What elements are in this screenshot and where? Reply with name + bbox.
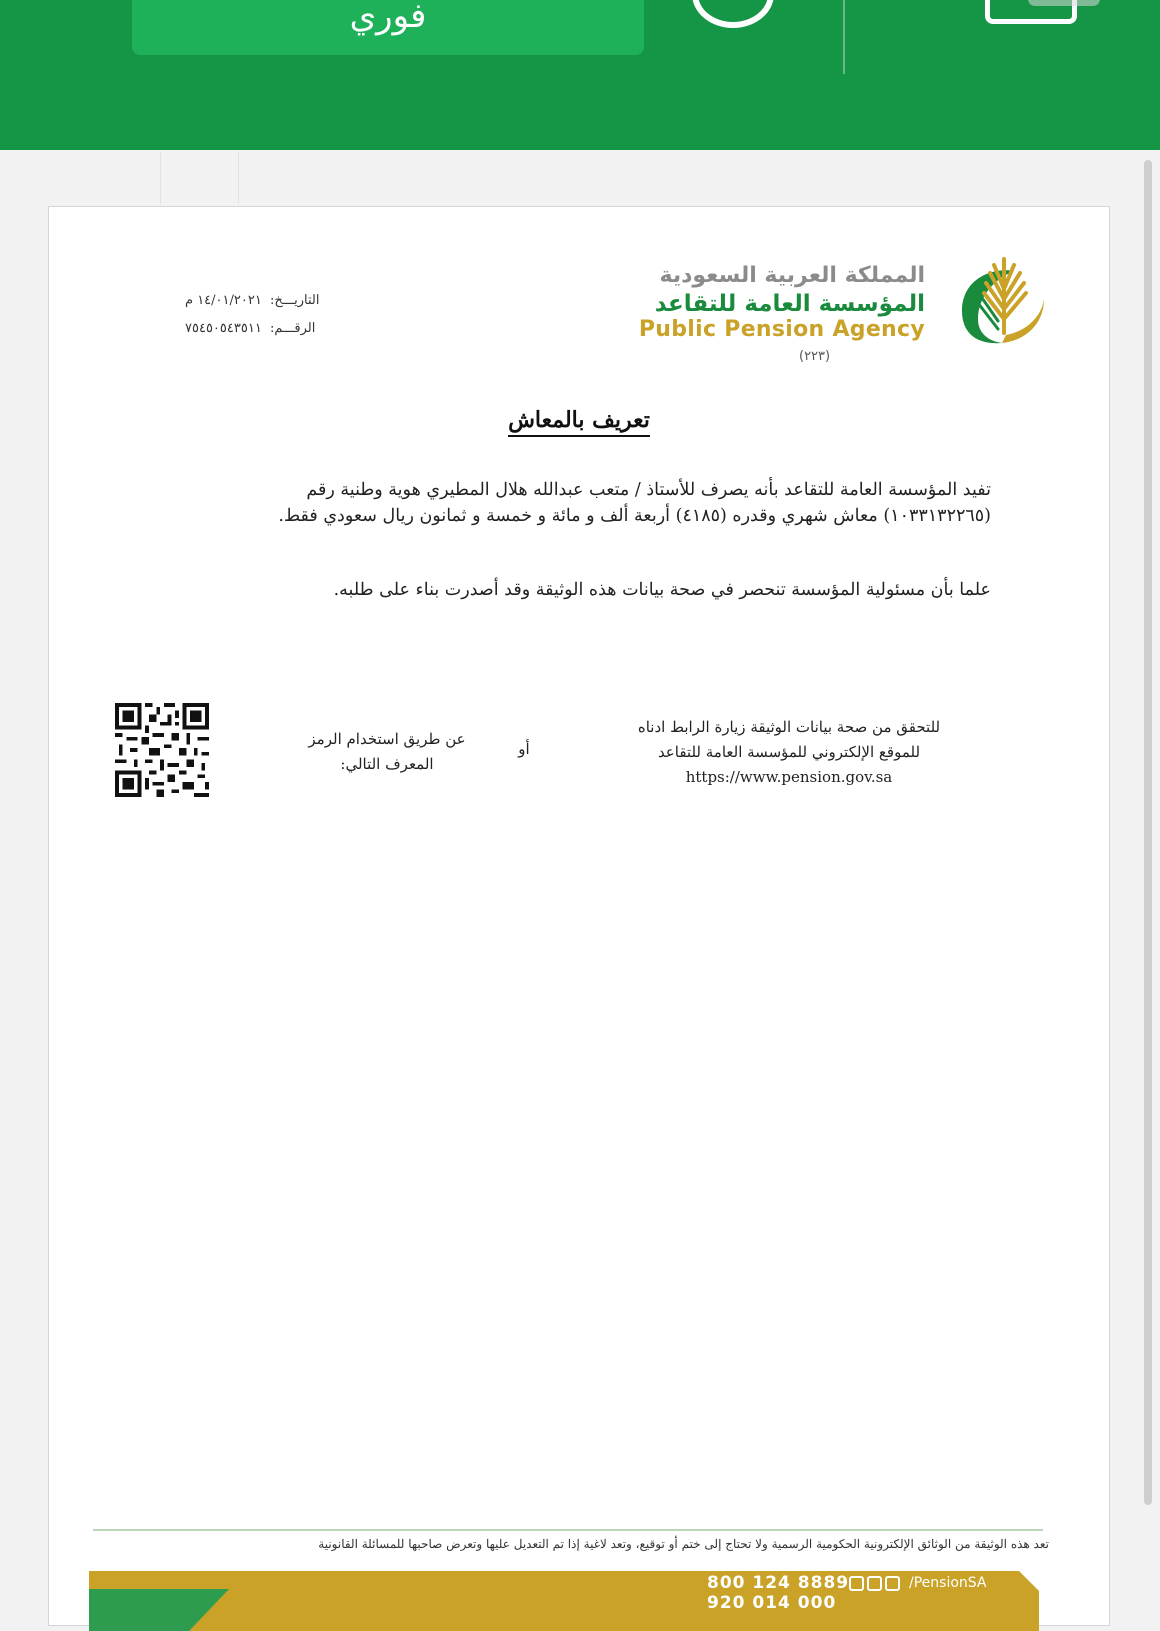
number-label: الرقـــم: (269, 321, 316, 336)
number-value: ٧٥٤٥٠٥٤٣٥١١ (185, 321, 262, 336)
document-title: تعريف بالمعاش (49, 407, 1109, 433)
footer-phone: 920 014 000 (707, 1593, 837, 1613)
document-page (48, 206, 1110, 1626)
inbox-icon[interactable] (985, 0, 1077, 24)
verify-text: للتحقق من صحة بيانات الوثيقة زيارة الرابط ادناه للموقع الإلكتروني للمؤسسة العامة للتقاعد https://www.pension.gov.sa (589, 715, 989, 790)
app-header (0, 0, 1160, 150)
qr-code (115, 703, 209, 797)
youtube-icon (885, 1576, 900, 1591)
number-line (185, 321, 315, 336)
palm-logo-icon (944, 249, 1054, 349)
paragraph-line: (١٠٣٣١٣٢٢٦٥) معاش شهري وقدره (٤١٨٥) أربعة ألف و مائة و خمسة و ثمانون ريال سعودي فقط. (278, 506, 991, 526)
footer-phone: 800 124 8889 (707, 1573, 850, 1593)
logo-country: المملكة العربية السعودية (659, 263, 925, 288)
social-icons (849, 1576, 903, 1595)
tab-stub (60, 152, 161, 204)
verify-link[interactable]: https://www.pension.gov.sa (685, 768, 893, 786)
circle-icon[interactable] (692, 0, 774, 28)
twitter-icon (849, 1576, 864, 1591)
date-value: ١٤/٠١/٢٠٢١ م (185, 293, 262, 308)
date-label: التاريـــخ: (269, 293, 320, 308)
logo-agency-en: Public Pension Agency (638, 317, 925, 342)
header-divider (843, 0, 845, 74)
logo-agency-ar: المؤسسة العامة للتقاعد (654, 291, 925, 317)
logo-code: (٢٢٣) (799, 349, 831, 364)
or-label: أو (518, 740, 530, 758)
instagram-icon (867, 1576, 882, 1591)
footer-handle: /PensionSA (909, 1575, 987, 1591)
date-line (185, 293, 320, 308)
scrollbar[interactable] (1144, 160, 1152, 1505)
paragraph-line: تفيد المؤسسة العامة للتقاعد بأنه يصرف للأستاذ / متعب عبدالله هلال المطيري هوية وطنية رقم (306, 480, 991, 500)
footer-divider (93, 1529, 1043, 1531)
footer-note: تعد هذه الوثيقة من الوثائق الإلكترونية الحكومية الرسمية ولا تحتاج إلى ختم أو توقيع، وتعد لاغية إذا تم التعديل عليها وتعرض صاحبها للمسائلة القانونية (318, 1537, 1049, 1551)
instant-button[interactable]: فوري (132, 0, 644, 55)
paragraph-disclaimer: علما بأن مسئولية المؤسسة تنحصر في صحة بيانات هذه الوثيقة وقد أصدرت بناء على طلبه. (333, 580, 991, 600)
qr-instructions: عن طريق استخدام الرمز المعرف التالي: (308, 730, 466, 773)
tab-stub (160, 152, 239, 204)
